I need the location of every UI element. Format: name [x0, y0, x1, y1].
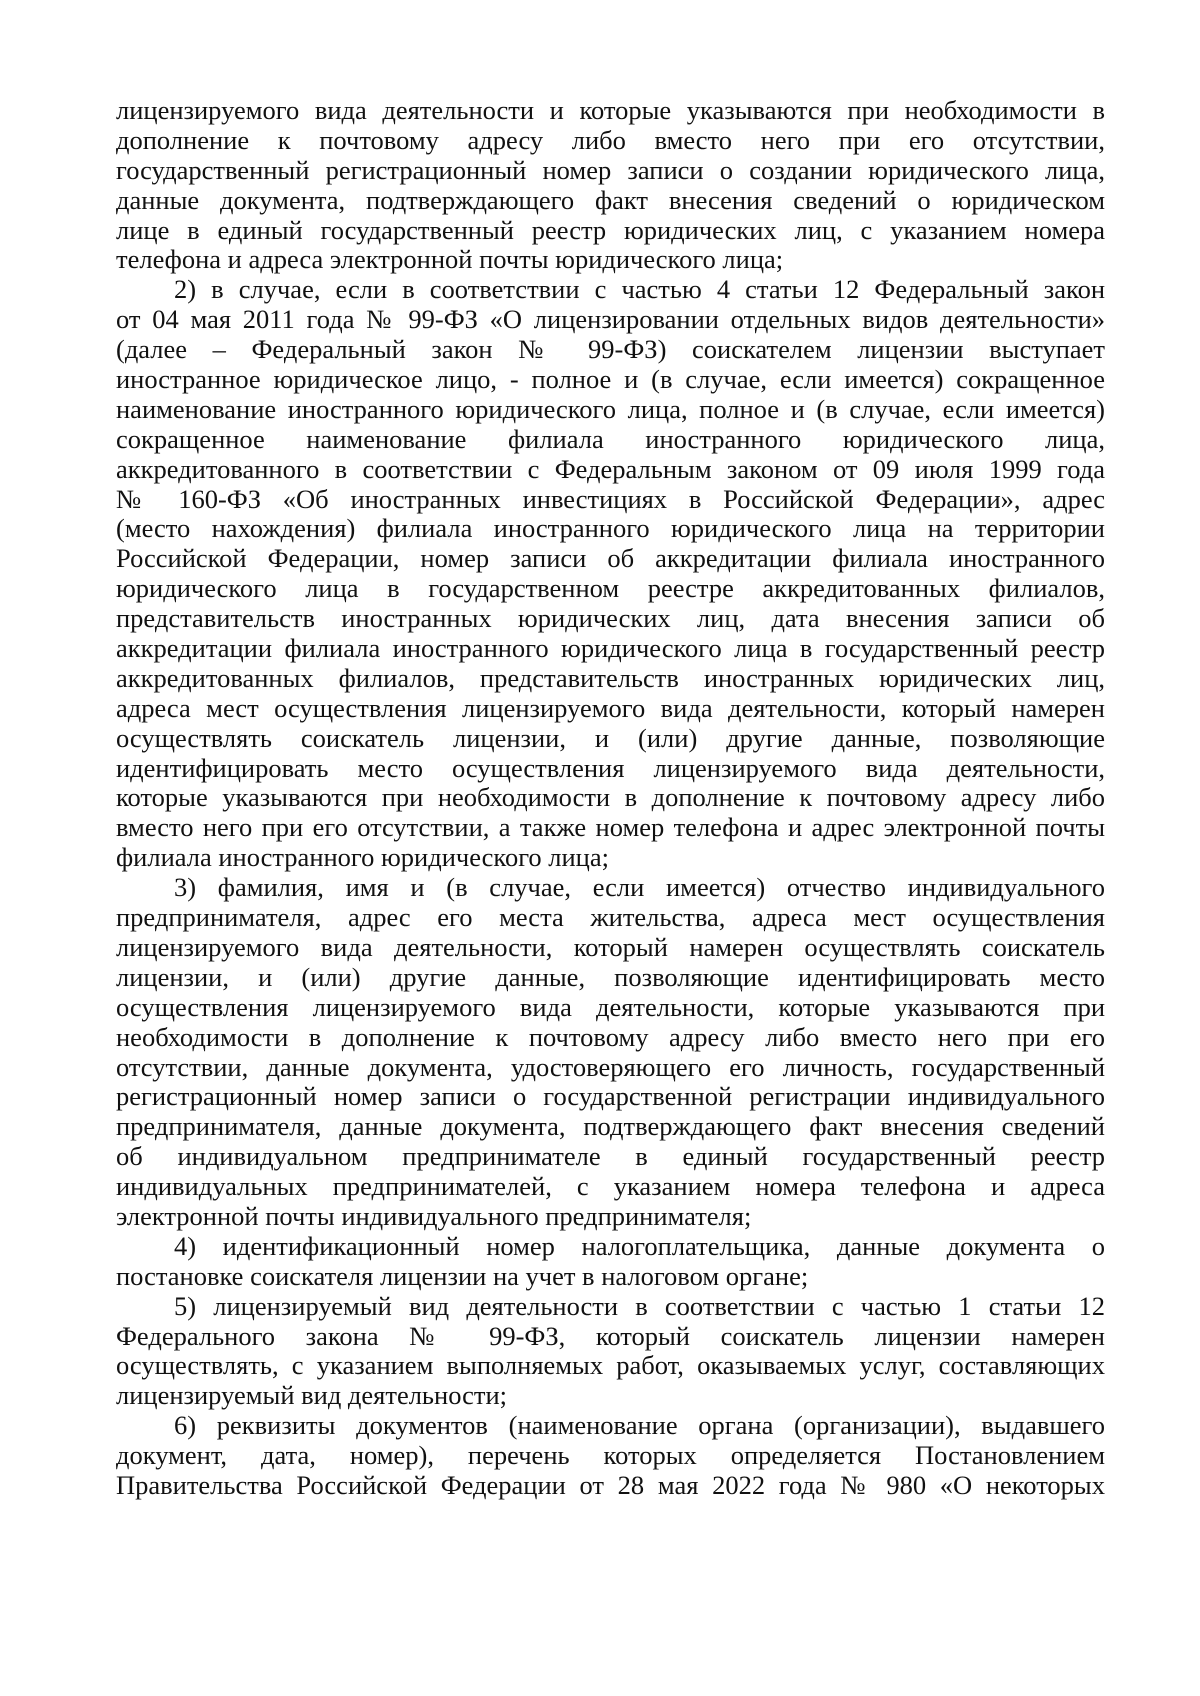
text-line: осуществлять, с указанием выполняемых работ, оказываемых услуг, составляющих: [116, 1350, 1105, 1381]
text-line: государственный регистрационный номер записи о создании юридического лица,: [116, 154, 1105, 185]
text-line: № 160-ФЗ «Об иностранных инвестициях в Российской Федерации», адрес: [116, 483, 1105, 514]
paragraph-item-4: [116, 1232, 1105, 1292]
text-line: электронной почты индивидуального предпринимателя;: [116, 1200, 752, 1231]
text-line: лицензии, и (или) другие данные, позволяющие идентифицировать место: [116, 961, 1105, 992]
text-line: 4) идентификационный номер налогоплательщика, данные документа о: [174, 1230, 1105, 1261]
text-line: иностранное юридическое лицо, - полное и (в случае, если имеется) сокращенное: [116, 364, 1105, 395]
text-line: адреса мест осуществления лицензируемого вида деятельности, который намерен: [116, 692, 1105, 723]
text-line: необходимости в дополнение к почтовому адресу либо вместо него при его: [116, 1021, 1105, 1052]
text-line: телефона и адреса электронной почты юридического лица;: [116, 244, 784, 275]
text-line: осуществления лицензируемого вида деятельности, которые указываются при: [116, 991, 1105, 1022]
text-line: Правительства Российской Федерации от 28 мая 2022 года № 980 «О некоторых: [116, 1469, 1105, 1500]
text-line: лицензируемый вид деятельности;: [116, 1380, 507, 1411]
text-line: идентифицировать место осуществления лицензируемого вида деятельности,: [116, 752, 1105, 783]
paragraph-item-5: [116, 1292, 1105, 1412]
text-line: наименование иностранного юридического лица, полное и (в случае, если имеется): [116, 393, 1105, 424]
paragraph-item-2: [116, 275, 1105, 873]
text-line: постановке соискателя лицензии на учет в налоговом органе;: [116, 1260, 809, 1291]
text-line: лицензируемого вида деятельности, который намерен осуществлять соискатель: [116, 931, 1105, 962]
paragraph-item-3: [116, 873, 1105, 1232]
text-line: лице в единый государственный реестр юридических лиц, с указанием номера: [116, 214, 1105, 245]
text-line: Российской Федерации, номер записи об аккредитации филиала иностранного: [116, 543, 1105, 574]
text-line: аккредитации филиала иностранного юридического лица в государственный реестр: [116, 633, 1105, 664]
text-line: дополнение к почтовому адресу либо вместо него при его отсутствии,: [116, 124, 1105, 155]
text-line: аккредитованных филиалов, представительств иностранных юридических лиц,: [116, 662, 1105, 693]
text-line: лицензируемого вида деятельности и которые указываются при необходимости в: [116, 95, 1105, 125]
text-line: предпринимателя, данные документа, подтверждающего факт внесения сведений: [116, 1111, 1105, 1142]
paragraph-item-6: [116, 1411, 1105, 1501]
text-line: предпринимателя, адрес его места жительства, адреса мест осуществления: [116, 902, 1105, 933]
text-line: индивидуальных предпринимателей, с указанием номера телефона и адреса: [116, 1171, 1105, 1202]
text-line: вместо него при его отсутствии, а также номер телефона и адрес электронной почты: [116, 812, 1105, 843]
text-line: 6) реквизиты документов (наименование органа (организации), выдавшего: [174, 1410, 1105, 1441]
text-line: (далее – Федеральный закон № 99-ФЗ) соискателем лицензии выступает: [116, 334, 1105, 365]
text-line: которые указываются при необходимости в дополнение к почтовому адресу либо: [116, 782, 1105, 813]
text-line: отсутствии, данные документа, удостоверяющего его личность, государственный: [116, 1051, 1105, 1082]
text-line: аккредитованного в соответствии с Федеральным законом от 09 июля 1999 года: [116, 453, 1105, 484]
text-line: (место нахождения) филиала иностранного юридического лица на территории: [116, 513, 1105, 544]
paragraph-continuation: [116, 96, 1105, 275]
text-line: Федерального закона № 99-ФЗ, который соискатель лицензии намерен: [116, 1320, 1105, 1351]
text-line: об индивидуальном предпринимателе в единый государственный реестр: [116, 1141, 1105, 1172]
text-line: осуществлять соискатель лицензии, и (или) другие данные, позволяющие: [116, 722, 1105, 753]
text-line: регистрационный номер записи о государственной регистрации индивидуального: [116, 1081, 1105, 1112]
text-line: 5) лицензируемый вид деятельности в соответствии с частью 1 статьи 12: [174, 1290, 1105, 1321]
text-line: представительств иностранных юридических лиц, дата внесения записи об: [116, 603, 1105, 634]
text-line: филиала иностранного юридического лица;: [116, 842, 609, 873]
text-line: документ, дата, номер), перечень которых определяется Постановлением: [116, 1440, 1105, 1471]
text-line: от 04 мая 2011 года № 99-ФЗ «О лицензировании отдельных видов деятельности»: [116, 304, 1105, 335]
document-page: [116, 96, 1105, 1501]
text-line: данные документа, подтверждающего факт внесения сведений о юридическом: [116, 184, 1105, 215]
text-line: 2) в случае, если в соответствии с частью 4 статьи 12 Федеральный закон: [174, 274, 1105, 305]
text-line: 3) фамилия, имя и (в случае, если имеется) отчество индивидуального: [174, 872, 1105, 903]
text-line: юридического лица в государственном реестре аккредитованных филиалов,: [116, 573, 1105, 604]
text-line: сокращенное наименование филиала иностранного юридического лица,: [116, 423, 1105, 454]
